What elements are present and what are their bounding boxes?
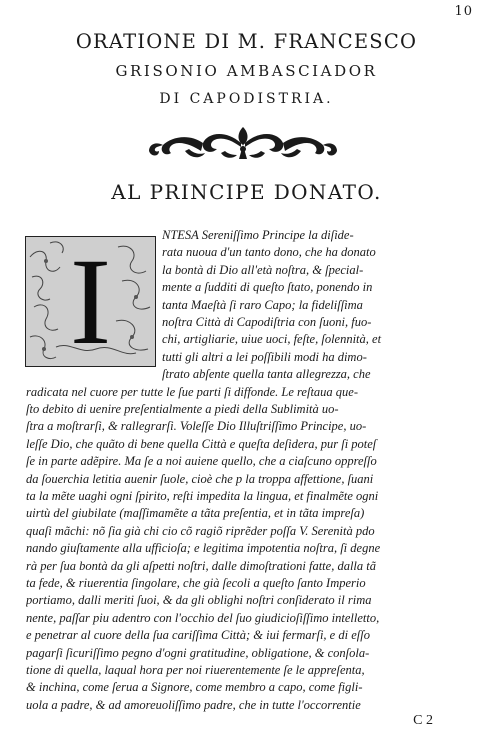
text-line: tutti gli altri a lei poſſibili modi ha dimo-	[162, 349, 367, 364]
text-line: uola a padre, & ad amoreuoliſſimo padre, che in tutte l'occorrentie	[26, 697, 361, 712]
text-line: noſtra Città di Capodiſtria con ſuoni, fuo-	[162, 315, 372, 329]
text-line: & inchina, come ſerua a Signore, come membro a capo, come figli-	[26, 680, 363, 695]
text-line: tanta Maeſtà ſi raro Capo; la fideliſſima	[162, 297, 363, 312]
dedication-heading: AL PRINCIPE DONATO.	[111, 180, 382, 204]
text-line: rata nuoua d'un tanto dono, che ha donato	[162, 245, 376, 260]
title-line-2: GRISONIO AMBASCIADOR	[115, 62, 378, 80]
text-line: rà per ſua bontà da gli aſpetti noſtri, dalle dimoſtrationi fatte, dalla tã	[26, 558, 376, 573]
drop-cap	[25, 236, 156, 367]
text-line: quaſi mãchi: nõ ſia già chi cio cõ ragiõ riprẽder poſſa V. Serenità pdo	[26, 523, 375, 538]
title-line-3: DI CAPODISTRIA.	[159, 91, 334, 107]
text-line: NTESA Sereniſſimo Principe la diſide-	[162, 228, 354, 242]
text-line: tione di quella, laqual hora per noi riuerentemente ſe le appreſenta,	[26, 663, 365, 677]
text-line: mente a ſudditi di queſto ſtato, ponendo in	[162, 280, 373, 295]
drop-cap-letter: I	[69, 236, 112, 367]
text-line: ſto debito di uenire preſentialmente a piedi della Sublimità uo-	[26, 402, 339, 416]
text-line: leſſe Dio, che quãto di bene quella Città e queſta deſidera, pur ſi poteſ	[26, 436, 377, 451]
text-line: ta fede, & riuerentia ſingolare, che già ſecoli a queſto ſanto Imperio	[26, 576, 366, 590]
text-line: ſtrato abſente quella tanta allegrezza, che	[162, 367, 371, 382]
text-line: e penetrar al cuore della ſua cariſſima Città; & iui fermarſi, e di eſſo	[26, 628, 370, 643]
signature-mark: C 2	[413, 712, 433, 728]
text-line: pagarſi ſicuriſſimo pegno d'ogni gratitudine, obligatione, & conſola-	[26, 645, 370, 660]
text-line: nente, paſſar piu adentro con l'occhio del ſuo giudicioſiſſimo intelletto,	[26, 610, 380, 625]
text-line: la bontà di Dio all'età noſtra, & ſpecial-	[162, 262, 364, 277]
text-line: da ſouerchia letitia auenir ſuole, cioè che p la troppa affettione, ſuani	[26, 471, 374, 486]
text-line: nando giuſtamente alla ufficioſa; e legitima impotentia noſtra, ſi degne	[26, 541, 381, 556]
text-line: uirtù del giubilate (maſſimamẽte a tãta preſentia, et in tãta impreſa)	[26, 506, 365, 521]
ornament-icon	[145, 123, 341, 163]
text-line: chi, artigliarie, uiue uoci, feſte, ſolennità, et	[162, 332, 382, 347]
page-number: 10	[454, 4, 473, 19]
title-line-1: ORATIONE DI M. FRANCESCO	[75, 30, 418, 53]
text-line: radicata nel cuore per tutte le ſue parti ſi diffonde. Le reſtaua que-	[26, 384, 359, 399]
text-line: ſe in parte adẽpire. Ma ſe a noi auiene quello, che a ciaſcuno oppreſſo	[26, 454, 377, 469]
text-line: portiamo, dalli meriti ſuoi, & da gli oblighi noſtri conſiderato il rima	[26, 593, 372, 608]
text-line: ta la mẽte uaghi ogni ſpirito, reſti impedita la lingua, et finalmẽte ogni	[26, 489, 379, 503]
text-line: ſtra a moſtrarſi, & rallegrarſi. Voleſſe Dio Illuſtriſſimo Principe, uo-	[26, 419, 367, 434]
